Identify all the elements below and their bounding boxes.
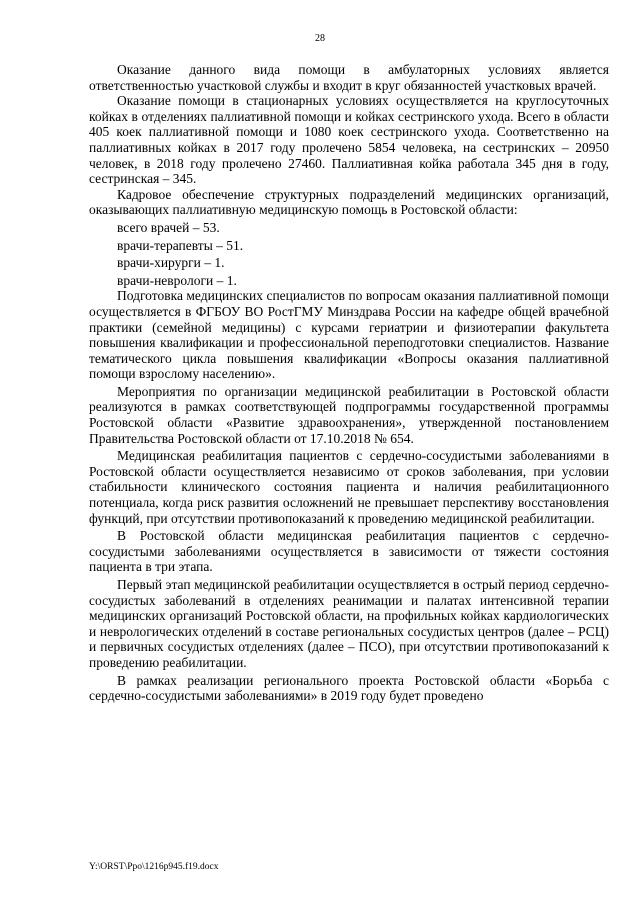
paragraph-ambulatory-care: Оказание данного вида помощи в амбулаторных условиях является ответственностью участковой службы и входит в круг обязанностей участковых врачей.	[89, 62, 609, 93]
paragraph-rehab-cvd: Медицинская реабилитация пациентов с сердечно-сосудистыми заболеваниями в Ростовской области осуществляется независимо от сроков заболевания, при условии стабильности клинического состояния пациента и наличия реабилитационного потенциала, когда риск развития осложнений не превышает перспективу восстановления функций, при отсутствии противопоказаний к проведению медицинской реабилитации.	[89, 448, 609, 526]
paragraph-rehab-stages: В Ростовской области медицинская реабилитация пациентов с сердечно-сосудистыми заболеваниями осуществляется в зависимости от тяжести состояния пациента в три этапа.	[89, 528, 609, 575]
paragraph-first-stage: Первый этап медицинской реабилитации осуществляется в острый период сердечно-сосудистых заболеваний в отделениях реанимации и палатах интенсивной терапии медицинских организаций Ростовской области, на профильных койках кардиологических и неврологических отделений в составе региональных сосудистых центров (далее – РСЦ) и первичных сосудистых отделениях (далее – ПСО), при отсутствии противопоказаний к проведению реабилитации.	[89, 577, 609, 670]
paragraph-inpatient-care: Оказание помощи в стационарных условиях осуществляется на круглосуточных койках в отделениях паллиативной помощи и койках сестринского ухода. Всего в области 405 коек паллиативной помощи и 1080 коек сестринского ухода. Соответственно на паллиативных койках в 2017 году пролечено 5854 человека, на сестринских – 20950 человек, в 2018 году пролечено 27460. Паллиативная койка работала 345 дня в году, сестринская – 345.	[89, 93, 609, 187]
staff-neurologists: врачи-неврологи – 1.	[117, 272, 237, 288]
staff-surgeons: врачи-хирурги – 1.	[117, 255, 225, 271]
paragraph-staffing: Кадровое обеспечение структурных подразделений медицинских организаций, оказывающих паллиативную медицинскую помощь в Ростовской области:	[89, 186, 609, 218]
document-body	[89, 62, 609, 704]
paragraph-rehab-program: Мероприятия по организации медицинской реабилитации в Ростовской области реализуются в рамках соответствующей подпрограммы государственной программы Ростовской области «Развитие здравоохранения», утвержденной постановлением Правительства Ростовской области от 17.10.2018 № 654.	[89, 383, 609, 446]
paragraph-training: Подготовка медицинских специалистов по вопросам оказания паллиативной помощи осуществляется в ФГБОУ ВО РостГМУ Минздрава России на кафедре общей врачебной практики (семейной медицины) с курсами гериатрии и физиотерапии факультета повышения квалификации и профессиональной переподготовки специалистов. Название тематического цикла повышения квалификации «Вопросы оказания паллиативной помощи взрослому населению».	[89, 288, 609, 382]
staff-total-doctors: всего врачей – 53.	[117, 219, 220, 235]
staff-therapists: врачи-терапевты – 51.	[117, 237, 244, 253]
paragraph-regional-project: В рамках реализации регионального проекта Ростовской области «Борьба с сердечно-сосудистыми заболеваниями» в 2019 году будет проведено	[89, 672, 609, 704]
page-number: 28	[315, 33, 325, 44]
footer-file-path: Y:\ORST\Ppo\1216p945.f19.docx	[89, 862, 219, 872]
